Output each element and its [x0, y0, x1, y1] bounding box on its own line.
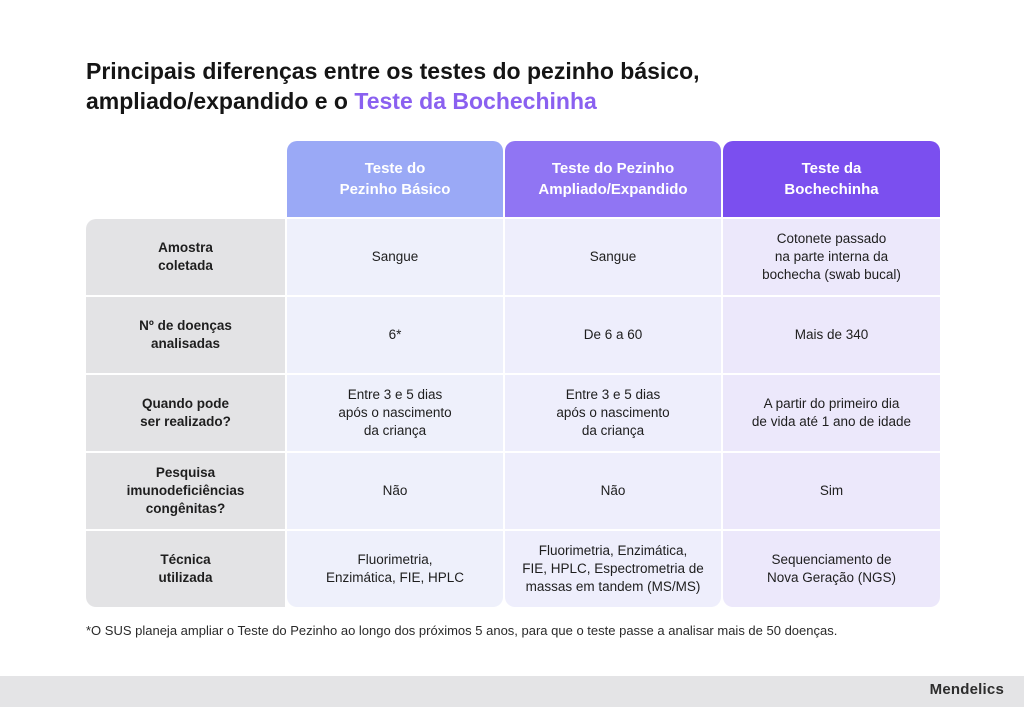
- cell-diseases-expanded: De 6 a 60: [505, 297, 721, 373]
- cell-technique-basic: Fluorimetria, Enzimática, FIE, HPLC: [287, 531, 503, 607]
- row-label-when: Quando pode ser realizado?: [86, 375, 285, 451]
- table-corner: [86, 141, 285, 217]
- footer-bar: [0, 676, 1024, 707]
- cell-when-basic: Entre 3 e 5 dias após o nascimento da criança: [287, 375, 503, 451]
- brand-logo: Mendelics: [929, 681, 1004, 698]
- column-header-basic: Teste do Pezinho Básico: [287, 141, 503, 217]
- title-accent: Teste da Bochechinha: [354, 88, 597, 114]
- column-header-cheek: Teste da Bochechinha: [723, 141, 940, 217]
- cell-immunodeficiency-expanded: Não: [505, 453, 721, 529]
- cell-sample-cheek: Cotonete passado na parte interna da bochecha (swab bucal): [723, 219, 940, 295]
- title-line-2-prefix: ampliado/expandido e o: [86, 88, 355, 114]
- row-label-sample: Amostra coletada: [86, 219, 285, 295]
- cell-sample-expanded: Sangue: [505, 219, 721, 295]
- cell-immunodeficiency-cheek: Sim: [723, 453, 940, 529]
- cell-when-expanded: Entre 3 e 5 dias após o nascimento da criança: [505, 375, 721, 451]
- title-line-1: Principais diferenças entre os testes do pezinho básico,: [86, 58, 700, 84]
- row-label-technique: Técnica utilizada: [86, 531, 285, 607]
- cell-technique-cheek: Sequenciamento de Nova Geração (NGS): [723, 531, 940, 607]
- cell-when-cheek: A partir do primeiro dia de vida até 1 ano de idade: [723, 375, 940, 451]
- page-title: [86, 56, 886, 116]
- cell-diseases-cheek: Mais de 340: [723, 297, 940, 373]
- row-label-immunodeficiency: Pesquisa imunodeficiências congênitas?: [86, 453, 285, 529]
- cell-sample-basic: Sangue: [287, 219, 503, 295]
- footnote: *O SUS planeja ampliar o Teste do Pezinho ao longo dos próximos 5 anos, para que o teste passe a analisar mais de 50 doenças.: [86, 623, 838, 638]
- cell-diseases-basic: 6*: [287, 297, 503, 373]
- row-label-diseases: Nº de doenças analisadas: [86, 297, 285, 373]
- cell-immunodeficiency-basic: Não: [287, 453, 503, 529]
- comparison-table: [86, 141, 940, 607]
- cell-technique-expanded: Fluorimetria, Enzimática, FIE, HPLC, Espectrometria de massas em tandem (MS/MS): [505, 531, 721, 607]
- column-header-expanded: Teste do Pezinho Ampliado/Expandido: [505, 141, 721, 217]
